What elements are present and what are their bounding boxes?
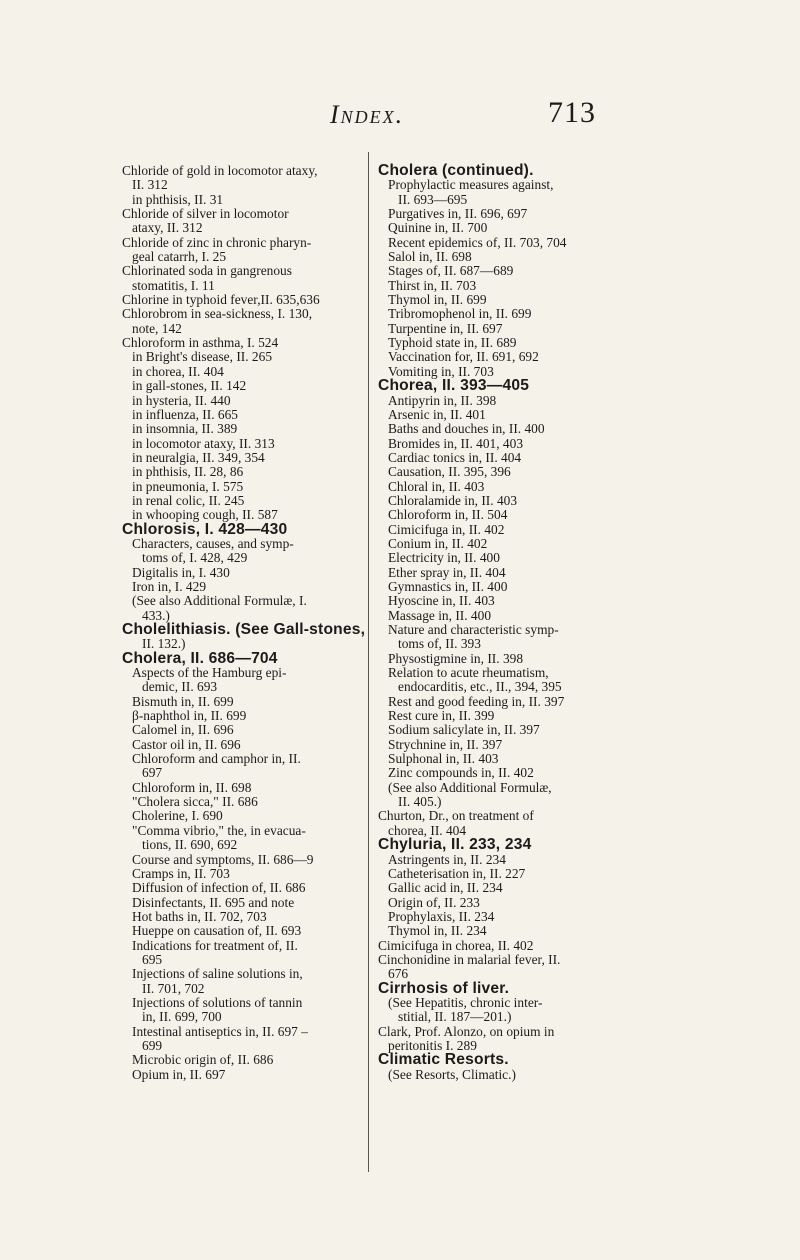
index-entry: in gall-stones, II. 142 (132, 378, 247, 394)
index-entry: (See also Additional Formulæ, I. (132, 593, 307, 609)
index-entry: Disinfectants, II. 695 and note (132, 894, 295, 910)
index-entry: Salol in, II. 698 (388, 249, 472, 265)
index-entry: in phthisis, II. 31 (132, 191, 224, 207)
index-entry: geal catarrh, I. 25 (132, 249, 227, 265)
index-entry: Castor oil in, II. 696 (132, 736, 241, 752)
index-entry: Opium in, II. 697 (132, 1066, 226, 1082)
index-entry: Bromides in, II. 401, 403 (388, 435, 524, 451)
index-entry: in phthisis, II. 28, 86 (132, 464, 244, 480)
index-entry: Bismuth in, II. 699 (132, 693, 234, 709)
index-entry: Strychnine in, II. 397 (388, 736, 503, 752)
index-entry: Tribromophenol in, II. 699 (388, 306, 532, 322)
page-header (0, 0, 800, 160)
index-entry: Catheterisation in, II. 227 (388, 865, 526, 881)
index-entry: II. 132.) (142, 636, 186, 652)
index-entry: Iron in, I. 429 (132, 578, 207, 594)
index-main-entry: Chorea, II. 393—405 (378, 377, 530, 395)
index-entry: Rest cure in, II. 399 (388, 708, 495, 724)
index-entry: Cinchonidine in malarial fever, II. (378, 951, 561, 967)
index-entry: (See Resorts, Climatic.) (388, 1066, 516, 1082)
index-entry: Electricity in, II. 400 (388, 550, 500, 566)
index-entry: Clark, Prof. Alonzo, on opium in (378, 1023, 555, 1039)
index-entry: Ether spray in, II. 404 (388, 564, 506, 580)
index-entry: ataxy, II. 312 (132, 220, 203, 236)
index-entry: Characters, causes, and symp- (132, 535, 294, 551)
index-entry: Sodium salicylate in, II. 397 (388, 722, 540, 738)
index-entry: Baths and douches in, II. 400 (388, 421, 545, 437)
index-entry: Causation, II. 395, 396 (388, 464, 511, 480)
index-entry: Vaccination for, II. 691, 692 (388, 349, 539, 365)
index-entry: Chloroform in asthma, I. 524 (122, 335, 279, 351)
index-entry: Antipyrin in, II. 398 (388, 392, 497, 408)
index-entry: Calomel in, II. 696 (132, 722, 234, 738)
index-entry: II. 405.) (398, 794, 442, 810)
index-entry: Injections of solutions of tannin (132, 994, 303, 1010)
index-column-left (122, 164, 366, 1082)
index-entry: Indications for treatment of, II. (132, 937, 298, 953)
index-entry: 695 (142, 951, 163, 967)
index-entry: "Comma vibrio," the, in evacua- (132, 822, 306, 838)
index-main-entry: Cirrhosis of liver. (378, 979, 510, 997)
index-entry: Microbic origin of, II. 686 (132, 1052, 274, 1068)
index-entry: endocarditis, etc., II., 394, 395 (398, 679, 562, 695)
index-entry: demic, II. 693 (142, 679, 218, 695)
index-entry: Sulphonal in, II. 403 (388, 751, 499, 767)
index-entry: toms of, II. 393 (398, 636, 481, 652)
index-entry: in neuralgia, II. 349, 354 (132, 449, 265, 465)
running-head: Index. (330, 100, 405, 129)
index-entry: Gymnastics in, II. 400 (388, 578, 508, 594)
index-entry: Nature and characteristic symp- (388, 622, 559, 637)
index-entry: chorea, II. 404 (388, 822, 467, 838)
index-column-right (378, 164, 708, 1082)
index-entry: Quinine in, II. 700 (388, 220, 488, 236)
index-entry: Zinc compounds in, II. 402 (388, 765, 534, 781)
index-entry: Cardiac tonics in, II. 404 (388, 449, 522, 465)
index-entry: Chloroform and camphor in, II. (132, 751, 301, 767)
index-entry: II. 312 (132, 177, 168, 193)
index-entry: Chloride of gold in locomotor ataxy, (122, 163, 318, 178)
index-entry: Chloral in, II. 403 (388, 478, 485, 494)
page-number: 713 (548, 96, 596, 129)
index-entry: Gallic acid in, II. 234 (388, 880, 503, 896)
index-entry: in chorea, II. 404 (132, 363, 224, 379)
index-entry: stomatitis, I. 11 (132, 277, 215, 293)
index-entry: Prophylaxis, II. 234 (388, 908, 495, 924)
index-entry: Chloroform in, II. 504 (388, 507, 508, 523)
index-entry: Origin of, II. 233 (388, 894, 480, 910)
index-entry: Thymol in, II. 234 (388, 923, 487, 939)
index-entry: in whooping cough, II. 587 (132, 507, 278, 523)
index-entry: 699 (142, 1037, 163, 1053)
index-main-entry: Cholera, II. 686—704 (122, 649, 278, 667)
index-entry: Hueppe on causation of, II. 693 (132, 923, 302, 939)
index-entry: Turpentine in, II. 697 (388, 320, 503, 336)
index-entry: II. 693—695 (398, 191, 468, 207)
index-entry: note, 142 (132, 320, 182, 336)
index-main-entry: Cholelithiasis. (See Gall-stones, (122, 621, 366, 638)
index-entry: in insomnia, II. 389 (132, 421, 238, 437)
index-entry: Cramps in, II. 703 (132, 865, 230, 881)
index-main-entry: Climatic Resorts. (378, 1051, 509, 1069)
index-entry: Astringents in, II. 234 (388, 851, 506, 867)
index-entry: 697 (142, 765, 163, 781)
index-entry: Chloroform in, II. 698 (132, 779, 252, 795)
index-entry: Relation to acute rheumatism, (388, 665, 549, 681)
index-entry: in influenza, II. 665 (132, 406, 238, 422)
index-entry: (See Hepatitis, chronic inter- (388, 994, 543, 1010)
index-entry: in pneumonia, I. 575 (132, 478, 244, 494)
index-entry: Rest and good feeding in, II. 397 (388, 693, 565, 709)
index-entry: Intestinal antiseptics in, II. 697 – (132, 1023, 308, 1039)
index-entry: β-naphthol in, II. 699 (132, 708, 247, 724)
index-entry: in Bright's disease, II. 265 (132, 349, 273, 365)
index-entry: 676 (388, 966, 409, 982)
index-entry: Aspects of the Hamburg epi- (132, 665, 287, 681)
index-entry: Stages of, II. 687—689 (388, 263, 514, 279)
index-entry: 433.) (142, 607, 170, 623)
index-entry: II. 701, 702 (142, 980, 205, 996)
index-entry: in renal colic, II. 245 (132, 492, 245, 508)
index-entry: Churton, Dr., on treatment of (378, 808, 534, 824)
index-entry: Chlorobrom in sea-sickness, I. 130, (122, 306, 313, 322)
index-entry: Diffusion of infection of, II. 686 (132, 880, 306, 896)
index-entry: Digitalis in, I. 430 (132, 564, 230, 580)
index-entry: in, II. 699, 700 (142, 1009, 222, 1025)
index-main-entry: Cholera (continued). (378, 162, 534, 179)
index-entry: Cimicifuga in, II. 402 (388, 521, 505, 537)
index-entry: Arsenic in, II. 401 (388, 406, 486, 422)
index-entry: Purgatives in, II. 696, 697 (388, 206, 528, 222)
index-entry: in locomotor ataxy, II. 313 (132, 435, 275, 451)
index-entry: stitial, II. 187—201.) (398, 1009, 512, 1025)
index-main-entry: Chlorosis, I. 428—430 (122, 520, 288, 538)
index-entry: "Cholera sicca," II. 686 (132, 794, 258, 810)
index-entry: Hot baths in, II. 702, 703 (132, 908, 267, 924)
index-entry: in hysteria, II. 440 (132, 392, 231, 408)
index-entry: Recent epidemics of, II. 703, 704 (388, 234, 567, 250)
index-entry: Cimicifuga in chorea, II. 402 (378, 937, 534, 953)
index-entry: Thymol in, II. 699 (388, 292, 487, 308)
index-entry: Cholerine, I. 690 (132, 808, 223, 824)
index-entry: Massage in, II. 400 (388, 607, 492, 623)
index-entry: Vomiting in, II. 703 (388, 363, 494, 379)
index-entry: Chlorine in typhoid fever,II. 635,636 (122, 292, 320, 308)
index-main-entry: Chyluria, II. 233, 234 (378, 836, 532, 854)
index-entry: Conium in, II. 402 (388, 535, 488, 551)
index-entry: Hyoscine in, II. 403 (388, 593, 495, 609)
index-entry: Thirst in, II. 703 (388, 277, 477, 293)
index-entry: (See also Additional Formulæ, (388, 779, 552, 795)
index-entry: tions, II. 690, 692 (142, 837, 238, 853)
index-entry: Chloralamide in, II. 403 (388, 492, 518, 508)
index-entry: Chloride of silver in locomotor (122, 206, 289, 222)
index-entry: Typhoid state in, II. 689 (388, 335, 517, 351)
index-entry: peritonitis I. 289 (388, 1037, 477, 1053)
index-entry: toms of, I. 428, 429 (142, 550, 248, 566)
index-entry: Prophylactic measures against, (388, 177, 554, 193)
index-entry: Course and symptoms, II. 686—9 (132, 851, 314, 867)
index-entry: Chloride of zinc in chronic pharyn- (122, 234, 312, 250)
index-entry: Chlorinated soda in gangrenous (122, 263, 292, 279)
index-entry: Injections of saline solutions in, (132, 966, 303, 982)
column-divider (368, 152, 369, 1172)
index-entry: Physostigmine in, II. 398 (388, 650, 524, 666)
